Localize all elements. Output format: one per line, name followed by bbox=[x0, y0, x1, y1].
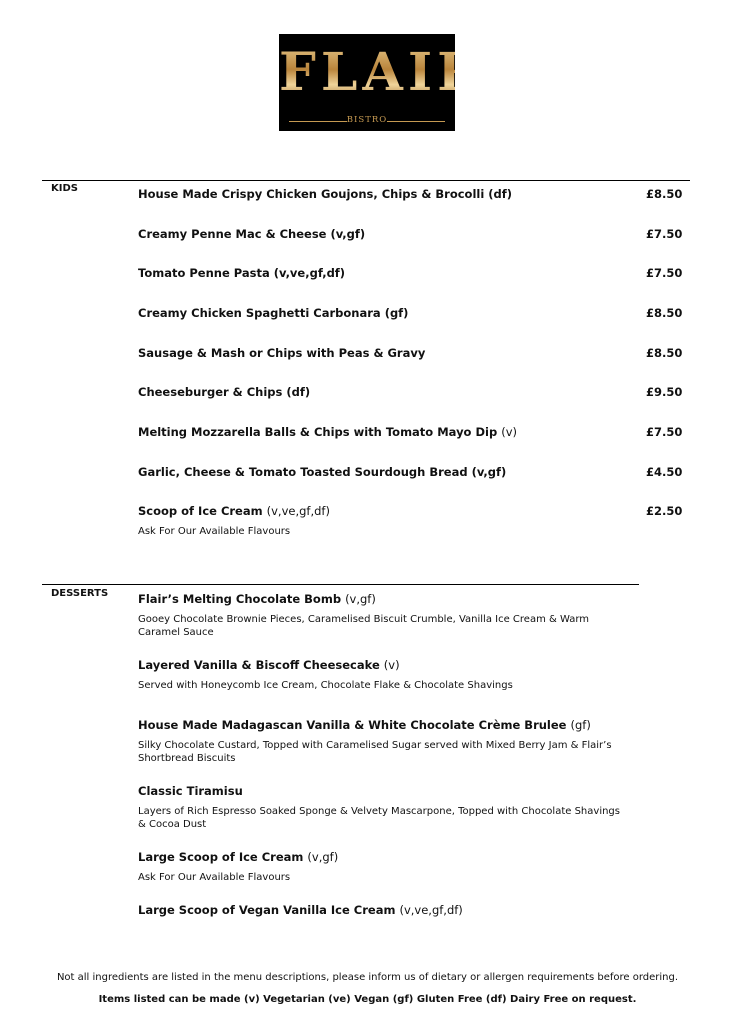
dessert-item-description: Gooey Chocolate Brownie Pieces, Caramelised Biscuit Crumble, Vanilla Ice Cream & Warm Caramel Sauce bbox=[138, 614, 590, 638]
dessert-item-title: Large Scoop of Ice Cream bbox=[138, 850, 304, 864]
kids-item-name: Tomato Penne Pasta (v,ve,gf,df) bbox=[138, 266, 346, 280]
desserts-section-divider bbox=[42, 584, 639, 585]
logo-rule-right bbox=[387, 121, 445, 122]
dessert-item-title: Layered Vanilla & Biscoff Cheesecake bbox=[138, 658, 380, 672]
kids-item-description: Ask For Our Available Flavours bbox=[138, 526, 291, 537]
dietary-key: Items listed can be made (v) Vegetarian (ve) Vegan (gf) Gluten Free (df) Dairy Free on request. bbox=[98, 994, 637, 1005]
dessert-item-description: Served with Honeycomb Ice Cream, Chocolate Flake & Chocolate Shavings bbox=[138, 680, 513, 691]
kids-item-name bbox=[138, 425, 517, 439]
kids-item-name: Creamy Penne Mac & Cheese (v,gf) bbox=[138, 227, 366, 241]
flair-bistro-logo bbox=[279, 34, 486, 131]
dessert-item-name bbox=[138, 658, 400, 672]
dessert-item-diet: (v,ve,gf,df) bbox=[399, 903, 463, 917]
kids-section-divider bbox=[42, 180, 690, 181]
dessert-item-description: Silky Chocolate Custard, Topped with Caramelised Sugar served with Mixed Berry Jam & Flair’s Shortbread Biscuits bbox=[138, 740, 612, 764]
dessert-item-description: Ask For Our Available Flavours bbox=[138, 872, 291, 883]
dessert-item-name: Classic Tiramisu bbox=[138, 784, 243, 798]
logo-wordmark: FLAIR bbox=[279, 42, 486, 103]
kids-item-price: £7.50 bbox=[646, 227, 683, 241]
dessert-item-name bbox=[138, 718, 591, 732]
kids-item-price: £8.50 bbox=[646, 187, 683, 201]
dessert-item-name bbox=[138, 850, 338, 864]
kids-item-price: £7.50 bbox=[646, 425, 683, 439]
dessert-item-title: House Made Madagascan Vanilla & White Chocolate Crème Brulee bbox=[138, 718, 567, 732]
kids-item-name: Creamy Chicken Spaghetti Carbonara (gf) bbox=[138, 306, 409, 320]
kids-item-price: £4.50 bbox=[646, 465, 683, 479]
kids-item-price: £8.50 bbox=[646, 306, 683, 320]
dessert-item-diet: (v,gf) bbox=[345, 592, 376, 606]
kids-item-title: Scoop of Ice Cream bbox=[138, 504, 263, 518]
kids-item-name: Cheeseburger & Chips (df) bbox=[138, 385, 311, 399]
kids-item-price: £7.50 bbox=[646, 266, 683, 280]
logo-subtitle: BISTRO bbox=[346, 115, 388, 125]
dessert-item-description: Layers of Rich Espresso Soaked Sponge & Velvety Mascarpone, Topped with Chocolate Shavings & Cocoa Dust bbox=[138, 806, 620, 830]
dessert-item-title: Large Scoop of Vegan Vanilla Ice Cream bbox=[138, 903, 396, 917]
kids-item-name: Sausage & Mash or Chips with Peas & Gravy bbox=[138, 346, 426, 360]
dessert-item-diet: (v) bbox=[383, 658, 400, 672]
kids-item-title: Melting Mozzarella Balls & Chips with Tomato Mayo Dip bbox=[138, 425, 498, 439]
kids-item-name bbox=[138, 504, 330, 518]
kids-item-price: £8.50 bbox=[646, 346, 683, 360]
dessert-item-title: Flair’s Melting Chocolate Bomb bbox=[138, 592, 342, 606]
kids-item-price: £2.50 bbox=[646, 504, 683, 518]
dessert-item-diet: (gf) bbox=[570, 718, 591, 732]
dessert-item-name bbox=[138, 592, 376, 606]
desserts-section-label: DESSERTS bbox=[51, 588, 109, 599]
kids-item-name: Garlic, Cheese & Tomato Toasted Sourdough Bread (v,gf) bbox=[138, 465, 507, 479]
kids-item-diet: (v) bbox=[501, 425, 517, 439]
kids-item-price: £9.50 bbox=[646, 385, 683, 399]
dessert-item-name bbox=[138, 903, 463, 917]
dessert-item-diet: (v,gf) bbox=[307, 850, 339, 864]
allergen-notice: Not all ingredients are listed in the menu descriptions, please inform us of dietary or allergen requirements before ordering. bbox=[56, 972, 679, 983]
kids-item-diet: (v,ve,gf,df) bbox=[266, 504, 330, 518]
kids-section-label: KIDS bbox=[51, 183, 78, 194]
kids-item-name: House Made Crispy Chicken Goujons, Chips & Brocolli (df) bbox=[138, 187, 513, 201]
